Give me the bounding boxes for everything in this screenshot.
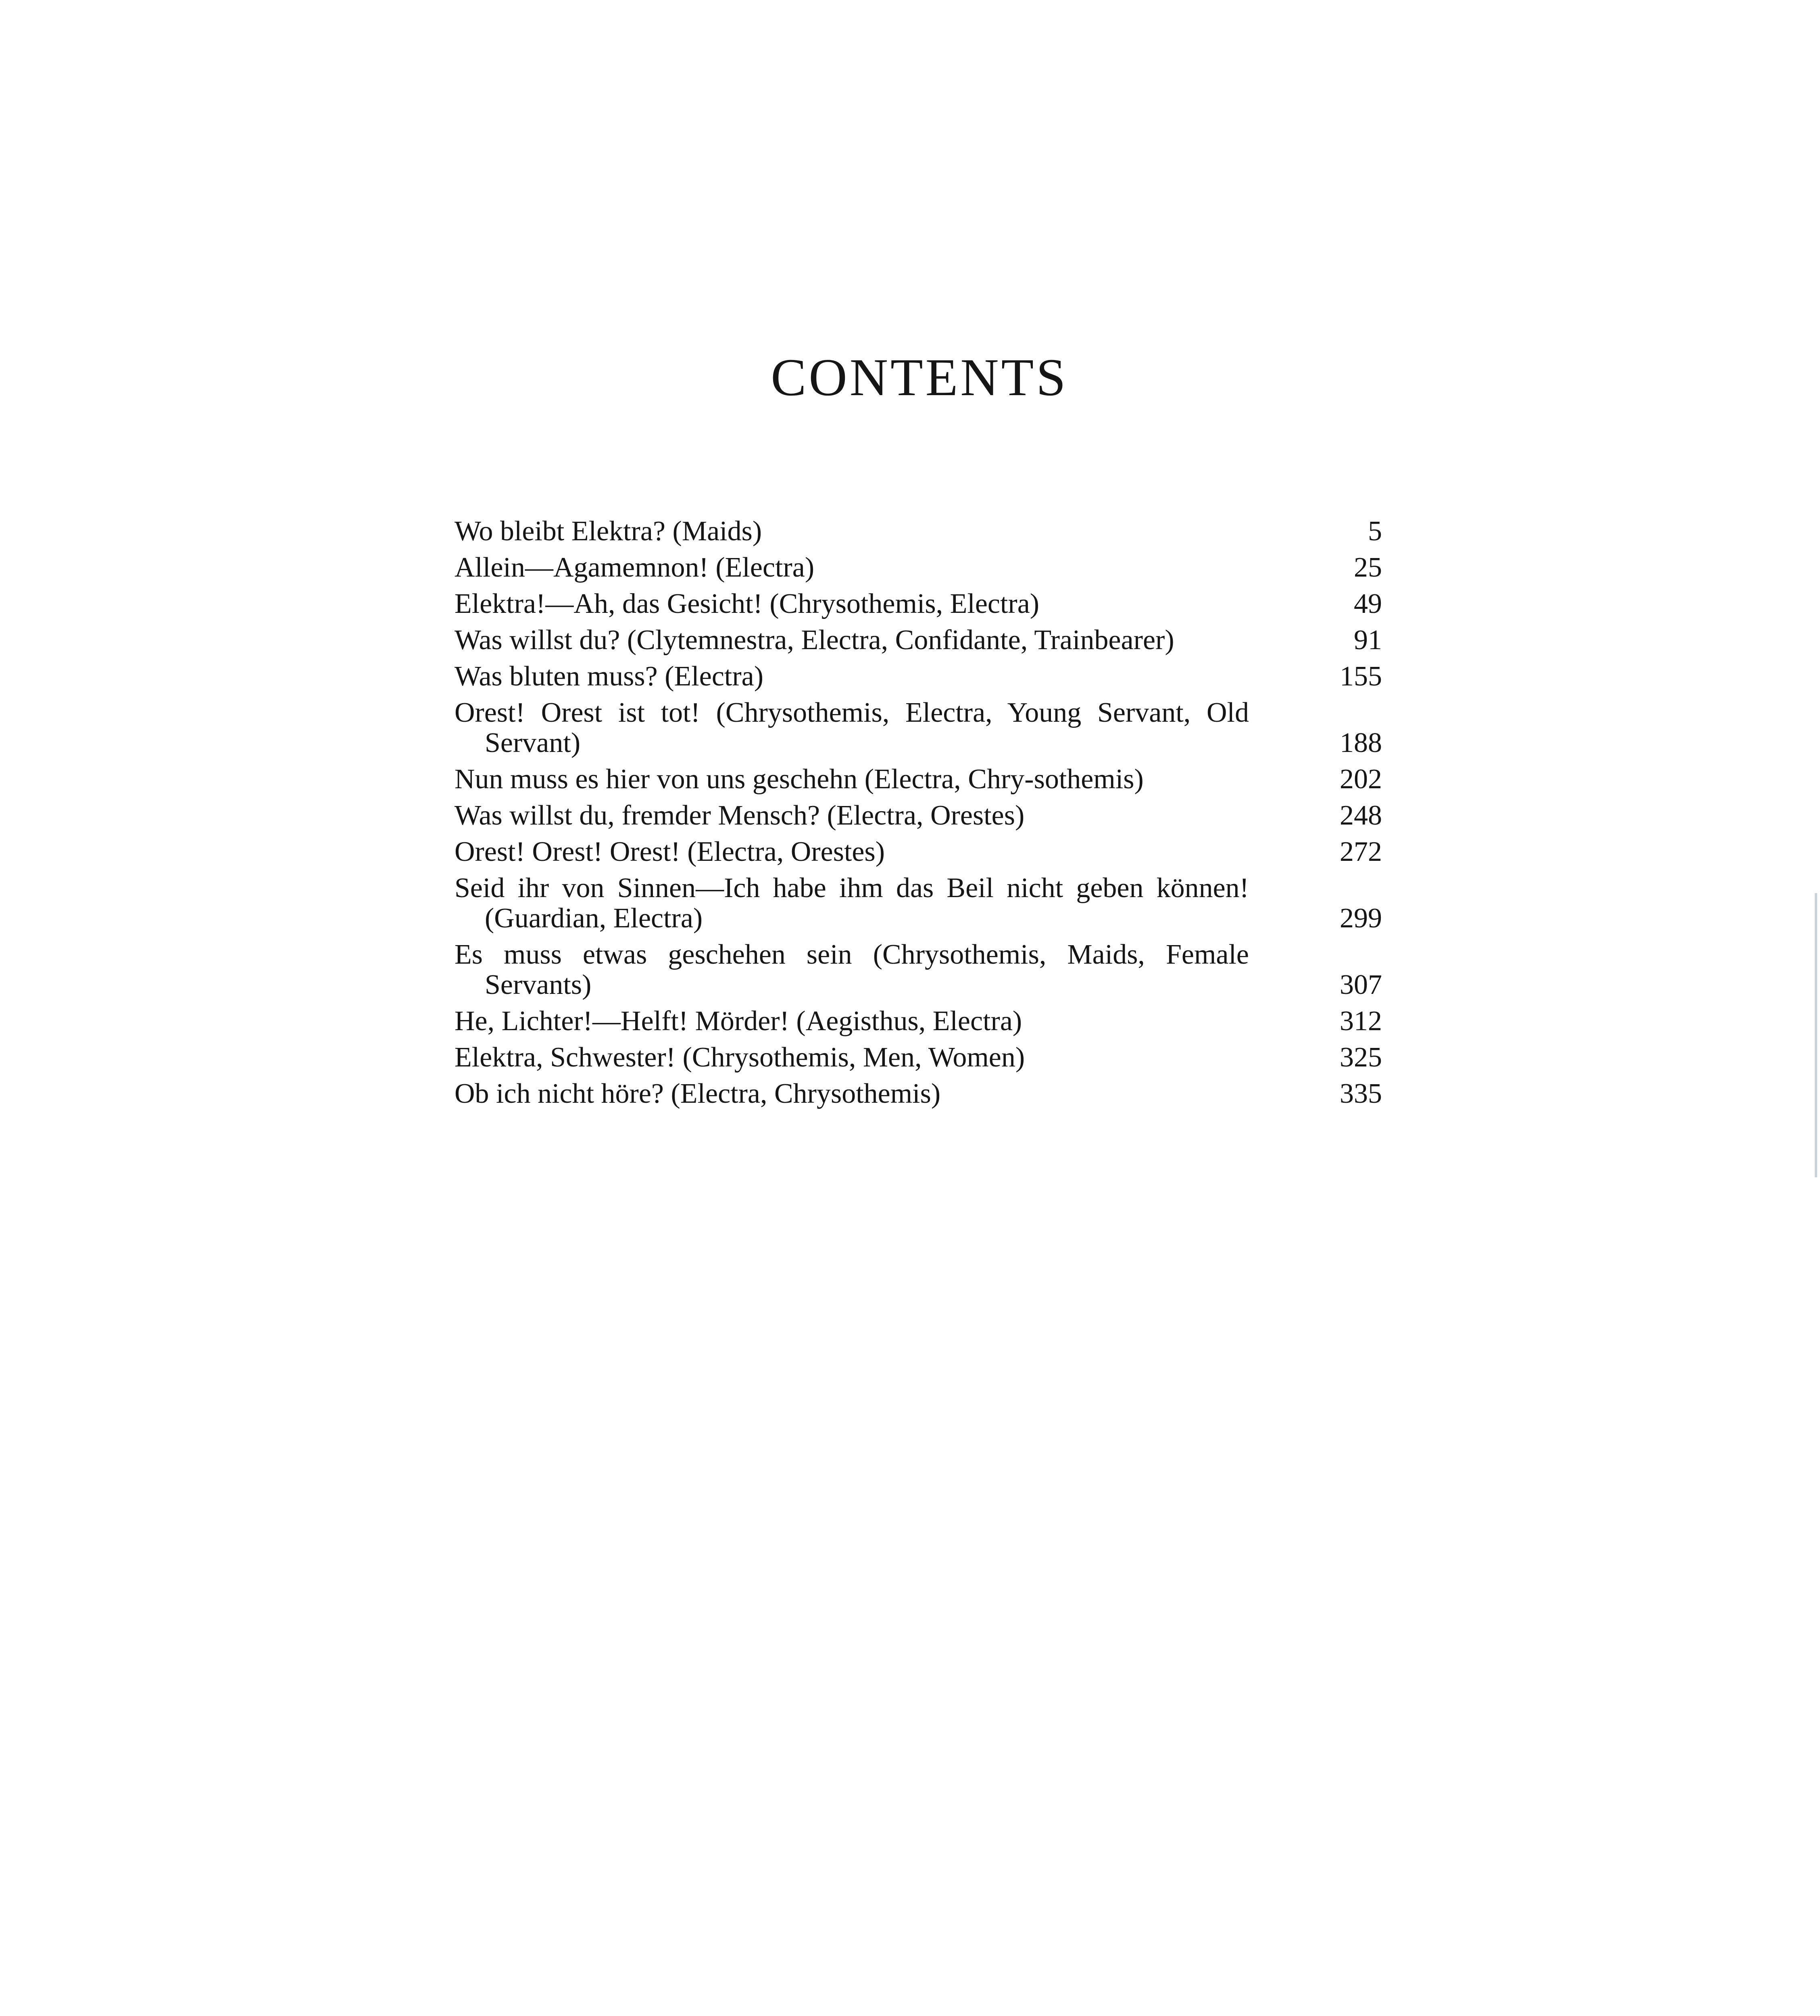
toc-entry-page: 5 [1368,516,1382,547]
toc-entry-title: Elektra!—Ah, das Gesicht! (Chrysothemis, Electra) [454,588,1040,619]
toc-entry-page: 272 [1340,836,1382,867]
toc-entry [454,625,1382,655]
toc-entry-title: Elektra, Schwester! (Chrysothemis, Men, Women) [454,1042,1025,1073]
page-edge-right [1815,893,1817,1177]
toc-entry-title: Orest! Orest ist tot! (Chrysothemis, Electra, Young Servant, Old Servant) [454,697,1249,758]
toc-entry [454,939,1382,1000]
toc-entry-page: 91 [1354,625,1382,656]
toc-entry-page: 155 [1340,661,1382,692]
toc-entry-page: 299 [1340,903,1382,934]
toc-entry-title: Allein—Agamemnon! (Electra) [454,552,815,583]
toc-entry [454,589,1382,619]
toc-entry [454,1079,1382,1109]
toc-entry-title: Was willst du, fremder Mensch? (Electra, Orestes) [454,800,1025,831]
toc-entry-title: He, Lichter!—Helft! Mörder! (Aegisthus, Electra) [454,1006,1022,1037]
toc-entry-page: 248 [1340,800,1382,831]
page-title: CONTENTS [771,348,1068,407]
toc-entry [454,873,1382,933]
toc-entry-page: 25 [1354,552,1382,583]
table-of-contents [454,516,1382,1115]
toc-entry-page: 307 [1340,969,1382,1000]
toc-entry-title: Was willst du? (Clytemnestra, Electra, Confidante, Trainbearer) [454,625,1174,656]
toc-entry-title: Seid ihr von Sinnen—Ich habe ihm das Beil nicht geben können! (Guardian, Electra) [454,873,1249,934]
toc-entry-page: 312 [1340,1006,1382,1037]
toc-entry [454,1042,1382,1073]
toc-entry [454,764,1382,794]
toc-entry-title: Es muss etwas geschehen sein (Chrysothemis, Maids, Female Servants) [454,939,1249,1000]
toc-entry [454,698,1382,758]
toc-entry [454,516,1382,546]
toc-entry-page: 335 [1340,1078,1382,1109]
toc-entry-page: 49 [1354,588,1382,619]
toc-entry-page: 202 [1340,764,1382,795]
toc-entry [454,800,1382,831]
toc-entry-title: Was bluten muss? (Electra) [454,661,764,692]
toc-entry [454,552,1382,583]
toc-entry-title: Nun muss es hier von uns geschehn (Electra, Chry-sothemis) [454,764,1144,795]
toc-entry-title: Orest! Orest! Orest! (Electra, Orestes) [454,836,885,867]
toc-entry-title: Wo bleibt Elektra? (Maids) [454,516,762,547]
toc-entry-title: Ob ich nicht höre? (Electra, Chrysothemis) [454,1078,941,1109]
toc-entry-page: 325 [1340,1042,1382,1073]
toc-entry [454,1006,1382,1036]
toc-entry [454,837,1382,867]
toc-entry [454,661,1382,691]
toc-entry-page: 188 [1340,727,1382,758]
